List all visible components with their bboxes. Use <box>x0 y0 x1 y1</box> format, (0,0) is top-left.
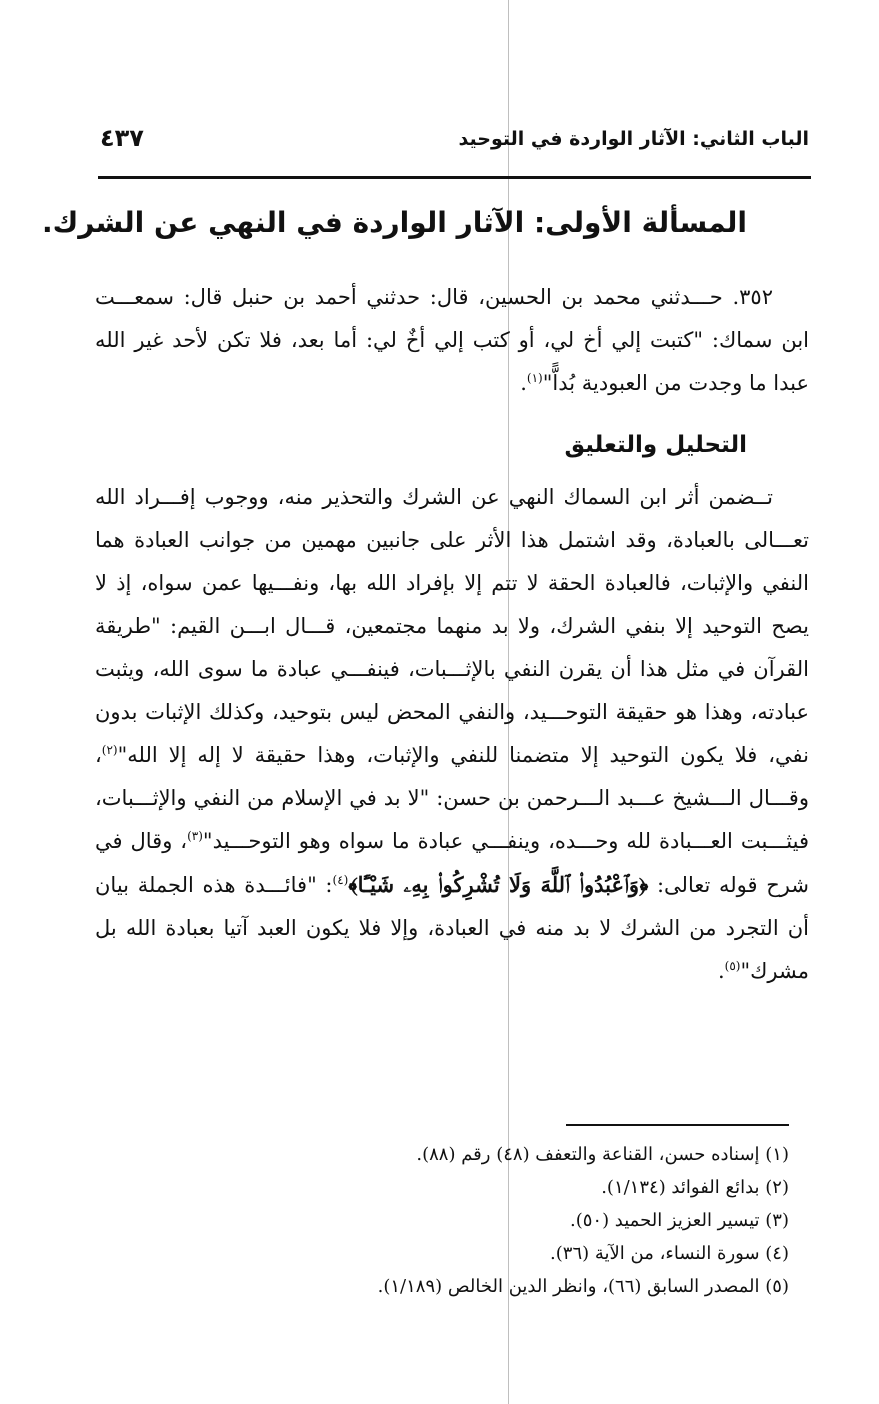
header-rule <box>98 176 811 179</box>
analysis-text-2: ، وقـــال الـــشيخ عـــبد الـــرحمن بن حسن: "لا بد في الإسلام من النفي والإثـــبات، فيثـــبت العـــبادة لله وحـــده، وينفـــي عبادة ما سواه وهو التوحـــيد" <box>95 743 809 853</box>
analysis-text-1: تــضمن أثر ابن السماك النهي عن الشرك والتحذير منه، ووجوب إفـــراد الله تعـــالى بالعبادة، وقد اشتمل هذا الأثر على جانبين مهمين من جوانب العبادة هما النفي والإثبات، فالعبادة الحقة لا تتم إلا بإفراد الله بها، ونفـــيها عمن سواه، إذ لا يصح التوحيد إلا بنفي الشرك، ولا بد منهما مجتمعين، قـــال ابـــن القيم: "طريقة القرآن في مثل هذا أن يقرن النفي بالإثـــبات، فينفـــي عبادة ما سوى الله، ويثبت عبادته، وهذا هو حقيقة التوحـــيد، والنفي المحض ليس بتوحيد، وكذلك الإثبات بدون نفي، فلا يكون التوحيد إلا متضمنا للنفي والإثبات، وهذا حقيقة لا إله إلا الله" <box>95 485 809 767</box>
footnotes-list <box>240 1138 789 1303</box>
narration-end: . <box>520 371 527 395</box>
footnote-item: (٣) تيسير العزيز الحميد (٥٠). <box>569 1210 789 1231</box>
page-header <box>100 122 809 162</box>
footnote-ref-5[interactable]: (٥) <box>724 959 741 973</box>
quran-verse: ﴿وَٱعْبُدُوا۟ ٱللَّهَ وَلَا تُشْرِكُوا۟ بِهِۦ شَيْـًٔا﴾ <box>348 872 649 897</box>
narration-text: حـــدثني محمد بن الحسين، قال: حدثني أحمد بن حنبل قال: سمعـــت ابن سماك: "كتبت إلي أخ لي، أو كتب إلي أخٌ لي: أما بعد، فلا تكن لأحد غير الله عبدا ما وجدت من العبودية بُداًّ" <box>95 285 809 395</box>
narration-paragraph <box>95 276 809 405</box>
footnote-item: (٢) بدائع الفوائد (١/١٣٤). <box>601 1177 789 1198</box>
running-title: الباب الثاني: الآثار الواردة في التوحيد <box>458 128 809 150</box>
analysis-paragraph <box>95 476 809 993</box>
footnote-ref-3[interactable]: (٣) <box>187 829 203 843</box>
footnote-item: (١) إسناده حسن، القناعة والتعفف (٤٨) رقم (٨٨). <box>416 1144 789 1165</box>
analysis-text-3: ، وقال في شرح قوله تعالى: <box>95 829 809 897</box>
footnote-item: (٤) سورة النساء، من الآية (٣٦). <box>550 1243 789 1264</box>
footnote-item: (٥) المصدر السابق (٦٦)، وانظر الدين الخالص (١/١٨٩). <box>377 1276 789 1297</box>
analysis-text-4: : "فائـــدة هذه الجملة بيان أن التجرد من الشرك لا بد منه في العبادة، وإلا فلا يكون العبد آتيا بعبادة الله بل مشرك" <box>95 873 809 983</box>
footnote-ref-4[interactable]: (٤) <box>332 873 349 887</box>
footnote-ref-1[interactable]: (١) <box>526 371 543 385</box>
page-number: ٤٣٧ <box>100 124 144 152</box>
footnote-ref-2[interactable]: (٢) <box>101 743 118 757</box>
section-title: المسألة الأولى: الآثار الواردة في النهي عن الشرك. <box>41 206 747 239</box>
subheading: التحليل والتعليق <box>564 432 747 458</box>
narration-number: ٣٥٢. <box>732 285 773 309</box>
footnote-rule <box>566 1124 789 1126</box>
analysis-text-5: . <box>717 959 725 983</box>
